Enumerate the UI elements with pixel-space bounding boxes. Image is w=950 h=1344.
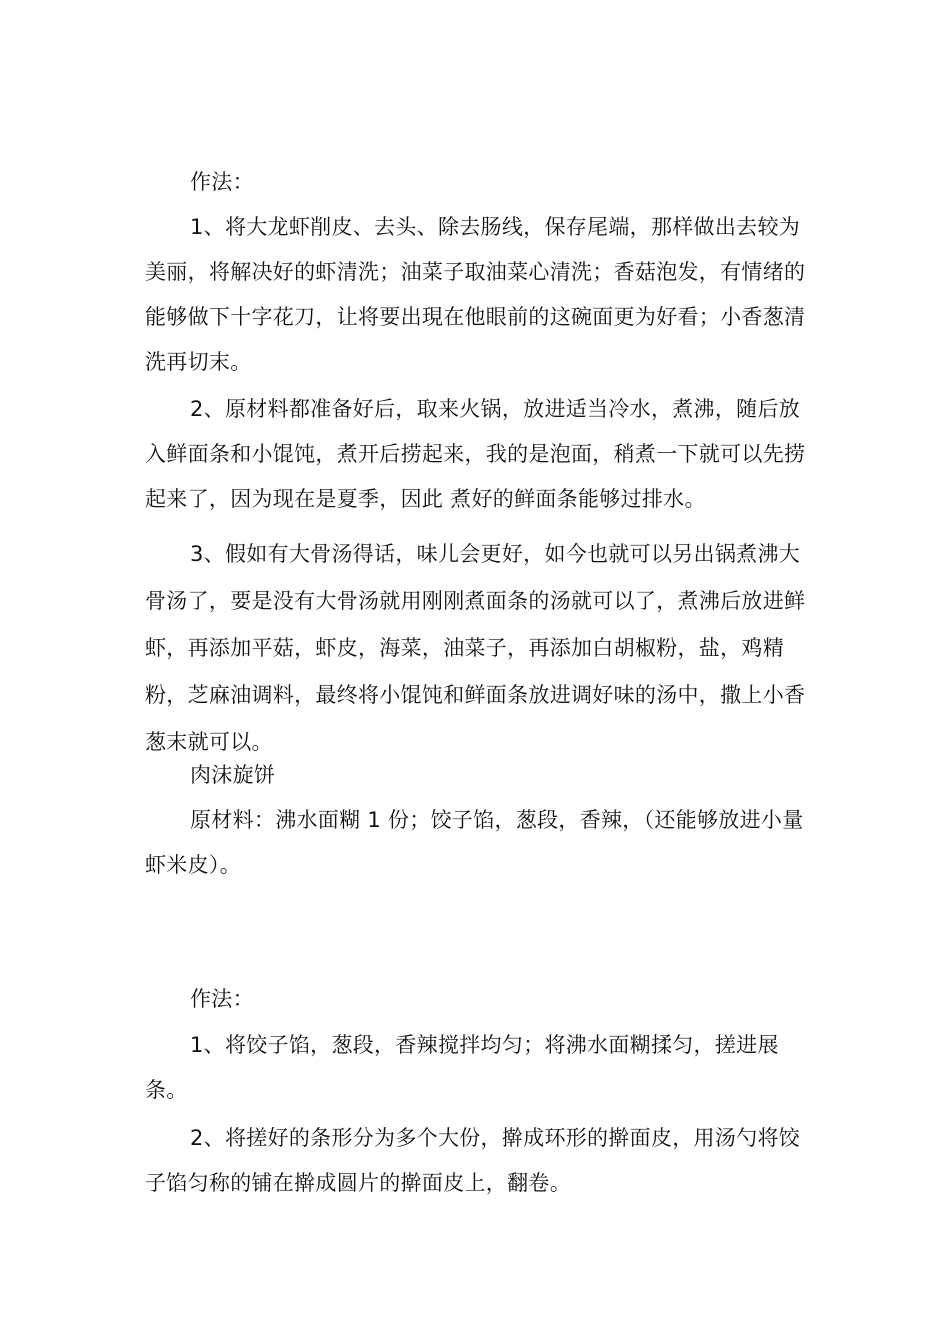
step-2-paragraph-2: 2、将搓好的条形分为多个大份，擀成环形的擀面皮，用汤勺将饺子馅匀称的铺在擀成圆片的擀面皮上，翻卷。 — [145, 1126, 801, 1195]
step-3-paragraph: 3、假如有大骨汤得话，味儿会更好，如今也就可以另出锅煮沸大骨汤了，要是没有大骨汤就用刚刚煮面条的汤就可以了，煮沸后放进鲜虾，再添加平菇，虾皮，海菜，油菜子，再添加白胡椒粉，盐，鸡精粉，芝麻油调料，最终将小馄饨和鲜面条放进调好味的汤中，撒上小香葱末就可以。 — [145, 542, 806, 754]
step-1-paragraph-2: 1、将饺子馅，葱段，香辣搅拌均匀；将沸水面糊揉匀，搓进展条。 — [145, 1033, 779, 1102]
method-heading: 作法： — [190, 170, 254, 194]
step-1-paragraph: 1、将大龙虾削皮、去头、除去肠线，保存尾端，那样做出去较为美丽，将解决好的虾清洗；油菜子取油菜心清洗；香菇泡发，有情绪的能够做下十字花刀，让将要出現在他眼前的这碗面更为好看；小香葱清洗再切末。 — [145, 215, 806, 374]
dish-title: 肉沫旋饼 — [190, 763, 276, 787]
step-2-paragraph: 2、原材料都准备好后，取来火锅，放进适当冷水，煮沸，随后放入鲜面条和小馄饨，煮开后捞起来，我的是泡面，稍煮一下就可以先捞起来了，因为现在是夏季，因此 煮好的鲜面条能够过排水。 — [145, 397, 806, 511]
method-heading-2: 作法： — [190, 987, 254, 1011]
ingredients-paragraph: 原材料：沸水面糊 1 份；饺子馅，葱段，香辣，（还能够放进小量虾米皮）。 — [145, 808, 804, 877]
